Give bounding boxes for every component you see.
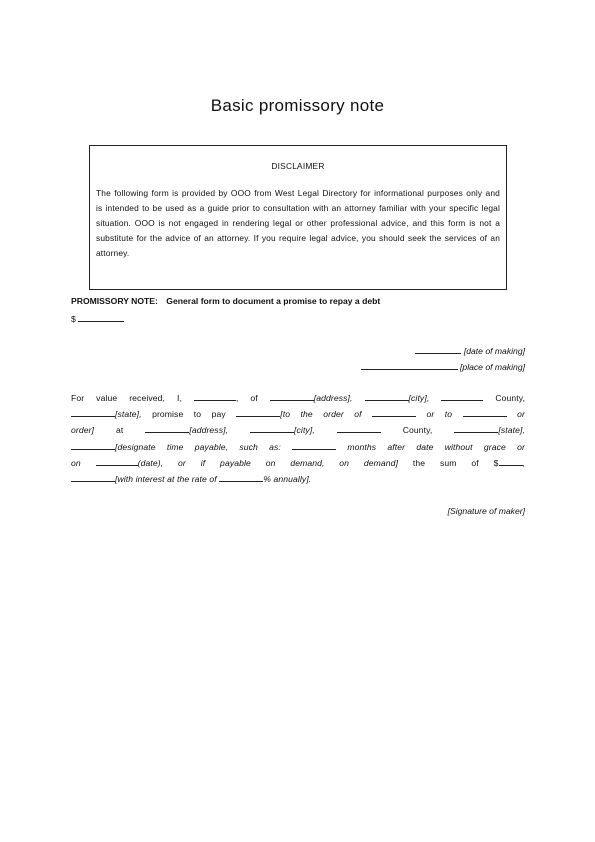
payee-blank[interactable] [236, 407, 280, 417]
body-row-1: For value received, I, , of [address], [city], County, [71, 393, 525, 403]
sum-blank[interactable] [499, 456, 523, 466]
body-row-4: [designate time payable, such as: months after date without grace or [71, 439, 525, 455]
interest-rate-blank[interactable] [219, 472, 263, 482]
document-title: Basic promissory note [210, 96, 385, 115]
city-blank[interactable] [365, 391, 409, 401]
county-blank[interactable] [441, 391, 483, 401]
months-blank[interactable] [292, 440, 336, 450]
disclaimer-box [89, 145, 507, 290]
note-body [71, 390, 525, 487]
payment-state-blank[interactable] [454, 423, 498, 433]
place-of-making-line [361, 360, 525, 372]
disclaimer-text: The following form is provided by OOO from West Legal Directory for informational purposes only and is intended to be used as a guide prior to consultation with an attorney familiar with your specific legal situation. OOO is not engaged in rendering legal or other professional advice, and this form is not a substitute for the advice of an attorney. If you require legal advice, you should seek the services of an attorney. [96, 188, 500, 258]
body-row-6: [with interest at the rate of % annually]. [71, 471, 525, 487]
date-of-making-blank[interactable] [415, 344, 461, 354]
signature-label: [Signature of maker] [447, 506, 525, 516]
due-date-blank[interactable] [96, 456, 138, 466]
payment-city-blank[interactable] [250, 423, 294, 433]
order-of-blank[interactable] [372, 407, 416, 417]
payment-county-blank[interactable] [337, 423, 381, 433]
date-of-making-label: [date of making] [463, 346, 525, 356]
body-row-5: on (date), or if payable on demand, on demand] the sum of $ , [71, 457, 526, 468]
place-of-making-blank[interactable] [361, 360, 458, 370]
currency-symbol: $ [71, 314, 76, 324]
amount-blank[interactable] [78, 312, 124, 322]
state-blank[interactable] [71, 407, 115, 417]
name-blank[interactable] [194, 391, 236, 401]
or-to-blank[interactable] [463, 407, 507, 417]
place-of-making-label: [place of making] [460, 362, 525, 372]
disclaimer-heading: DISCLAIMER [271, 161, 325, 171]
interest-blank[interactable] [71, 472, 115, 482]
heading-label: PROMISSORY NOTE: [71, 296, 158, 306]
time-payable-blank[interactable] [71, 440, 115, 450]
heading-text: General form to document a promise to repay a debt [166, 296, 381, 306]
promissory-note-heading [71, 296, 380, 306]
body-row-3: order] at [address], [city], County, [state], [71, 425, 525, 436]
address-blank[interactable] [270, 391, 314, 401]
payment-address-blank[interactable] [145, 423, 189, 433]
date-of-making-line [415, 344, 525, 356]
amount-line [71, 312, 124, 324]
body-row-2: [state], promise to pay [to the order of or to or [71, 406, 525, 422]
